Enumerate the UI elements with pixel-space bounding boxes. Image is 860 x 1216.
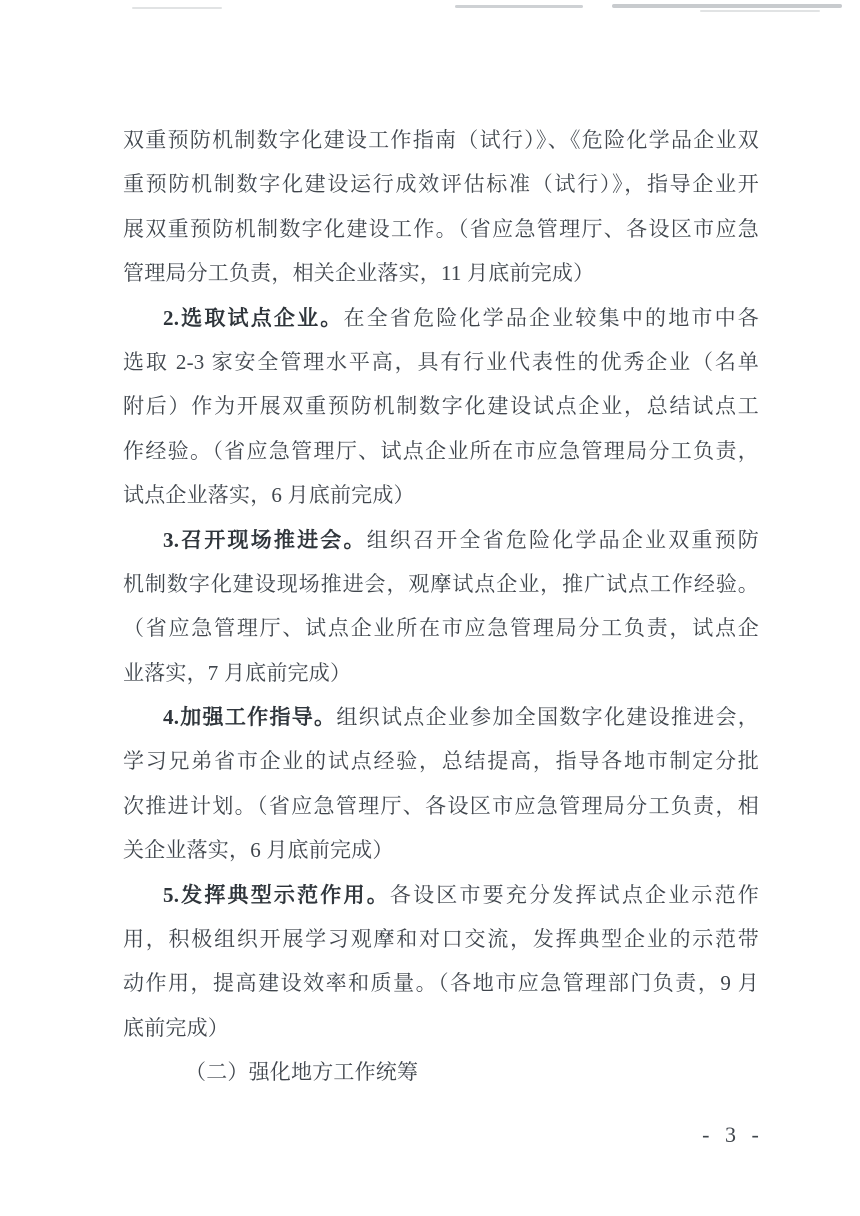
body-text: 关企业落实，6 月底前完成） <box>123 838 394 863</box>
text-line <box>123 207 759 251</box>
paragraph-heading-text: 3.召开现场推进会。 <box>163 527 367 552</box>
body-text: 动作用，提高建设效率和质量。（各地市应急管理部门负责，9 月 <box>123 971 759 996</box>
body-text: 底前完成） <box>123 1015 229 1040</box>
page-number: - 3 - <box>702 1122 764 1147</box>
body-text: 组织召开全省危险化学品企业双重预防 <box>366 527 759 552</box>
text-line <box>123 162 759 206</box>
text-line <box>123 118 759 162</box>
scan-streak <box>700 10 820 12</box>
body-text: 管理局分工负责，相关企业落实，11 月底前完成） <box>123 261 595 286</box>
body-text: 学习兄弟省市企业的试点经验，总结提高，指导各地市制定分批 <box>123 749 759 774</box>
text-line <box>123 518 759 562</box>
scan-streak <box>132 7 222 9</box>
text-line <box>123 1050 759 1094</box>
text-line <box>123 384 759 428</box>
paragraph-heading-text: 4.加强工作指导。 <box>163 705 337 730</box>
body-text: 次推进计划。（省应急管理厅、各设区市应急管理局分工负责，相 <box>123 793 759 818</box>
text-line <box>123 473 759 517</box>
body-text: 组织试点企业参加全国数字化建设推进会， <box>336 705 759 730</box>
body-text: 作经验。（省应急管理厅、试点企业所在市应急管理局分工负责， <box>123 438 759 463</box>
text-line <box>123 917 759 961</box>
text-line <box>123 1006 759 1050</box>
text-line <box>123 784 759 828</box>
paragraph-heading-text: 2.选取试点企业。 <box>163 305 344 330</box>
body-text: 附后）作为开展双重预防机制数字化建设试点企业，总结试点工 <box>123 394 759 419</box>
body-text: 展双重预防机制数字化建设工作。（省应急管理厅、各设区市应急 <box>123 216 759 241</box>
body-text: 业落实，7 月底前完成） <box>123 660 352 685</box>
body-text: （二）强化地方工作统筹 <box>185 1060 419 1085</box>
paragraph-heading-text: 5.发挥典型示范作用。 <box>163 882 390 907</box>
text-line <box>123 562 759 606</box>
text-line <box>123 429 759 473</box>
text-line <box>123 340 759 384</box>
body-text: 重预防机制数字化建设运行成效评估标准（试行）》，指导企业开 <box>123 172 759 197</box>
body-text: 在全省危险化学品企业较集中的地市中各 <box>343 305 759 330</box>
text-line <box>123 873 759 917</box>
body-text: （省应急管理厅、试点企业所在市应急管理局分工负责，试点企 <box>123 616 759 641</box>
body-text: 试点企业落实，6 月底前完成） <box>123 483 415 508</box>
body-text: 用，积极组织开展学习观摩和对口交流，发挥典型企业的示范带 <box>123 927 759 952</box>
body-text: 各设区市要充分发挥试点企业示范作 <box>389 882 759 907</box>
body-text: 机制数字化建设现场推进会，观摩试点企业，推广试点工作经验。 <box>123 571 759 596</box>
body-text: 双重预防机制数字化建设工作指南（试行）》、《危险化学品企业双 <box>123 128 759 152</box>
body-text: 选取 2-3 家安全管理水平高，具有行业代表性的优秀企业（名单 <box>123 349 759 374</box>
text-line <box>123 651 759 695</box>
text-line <box>123 251 759 295</box>
document-body <box>123 118 759 1095</box>
text-line <box>123 739 759 783</box>
text-line <box>123 606 759 650</box>
scan-streak <box>455 5 583 8</box>
scan-streak <box>612 4 842 8</box>
text-line <box>123 961 759 1005</box>
text-line <box>123 828 759 872</box>
text-line <box>123 296 759 340</box>
text-line <box>123 695 759 739</box>
